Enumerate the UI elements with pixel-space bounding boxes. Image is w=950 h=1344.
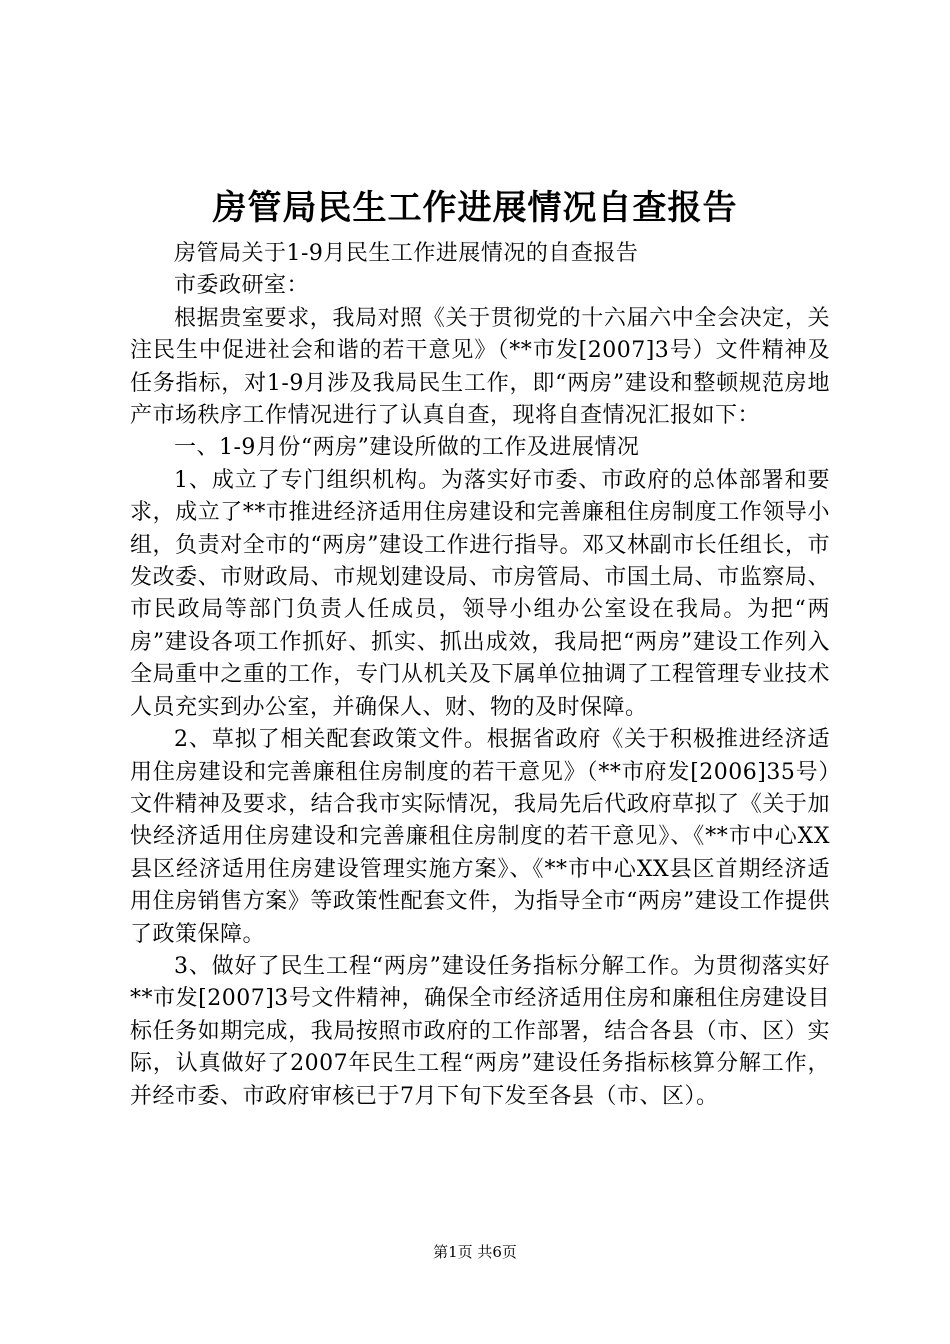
document-title: 房管局民生工作进展情况自查报告 [212, 188, 738, 228]
section-heading-paragraph: 一、1-9月份“两房”建设所做的工作及进展情况 [174, 435, 640, 461]
intro-paragraph: 根据贵室要求，我局对照《关于贯彻党的十六届六中全会决定，关注民生中促进社会和谐的若干意见》（**市发[2007]3号）文件精神及任务指标，对1-9月涉及我局民生工作，即“两房”建设和整顿规范房地产市场秩序工作情况进行了认真自查，现将自查情况汇报如下： [130, 305, 830, 429]
item-3-paragraph: 3、做好了民生工程“两房”建设任务指标分解工作。为贯彻落实好**市发[2007]3号文件精神，确保全市经济适用住房和廉租住房建设目标任务如期完成，我局按照市政府的工作部署，结合各县（市、区）实际，认真做好了2007年民生工程“两房”建设任务指标核算分解工作，并经市委、市政府审核已于7月下旬下发至各县（市、区）。 [130, 953, 830, 1109]
addressee-paragraph: 市委政研室： [174, 273, 310, 299]
report-subtitle-paragraph: 房管局关于1-9月民生工作进展情况的自查报告 [174, 241, 639, 266]
document-body [130, 238, 830, 1113]
item-2-paragraph: 2、草拟了相关配套政策文件。根据省政府《关于积极推进经济适用住房建设和完善廉租住房制度的若干意见》（**市府发[2006]35号）文件精神及要求，结合我市实际情况，我局先后代政府草拟了《关于加快经济适用住房建设和完善廉租住房制度的若干意见》、《**市中心XX县区经济适用住房建设管理实施方案》、《**市中心XX县区首期经济适用住房销售方案》等政策性配套文件，为指导全市“两房”建设工作提供了政策保障。 [130, 727, 830, 947]
page-number-footer: 第1页 共6页 [433, 1243, 517, 1261]
item-1-paragraph: 1、成立了专门组织机构。为落实好市委、市政府的总体部署和要求，成立了**市推进经济适用住房建设和完善廉租住房制度工作领导小组，负责对全市的“两房”建设工作进行指导。邓又林副市长任组长，市发改委、市财政局、市规划建设局、市房管局、市国土局、市监察局、市民政局等部门负责人任成员，领导小组办公室设在我局。为把“两房”建设各项工作抓好、抓实、抓出成效，我局把“两房”建设工作列入全局重中之重的工作，专门从机关及下属单位抽调了工程管理专业技术人员充实到办公室，并确保人、财、物的及时保障。 [130, 467, 830, 720]
